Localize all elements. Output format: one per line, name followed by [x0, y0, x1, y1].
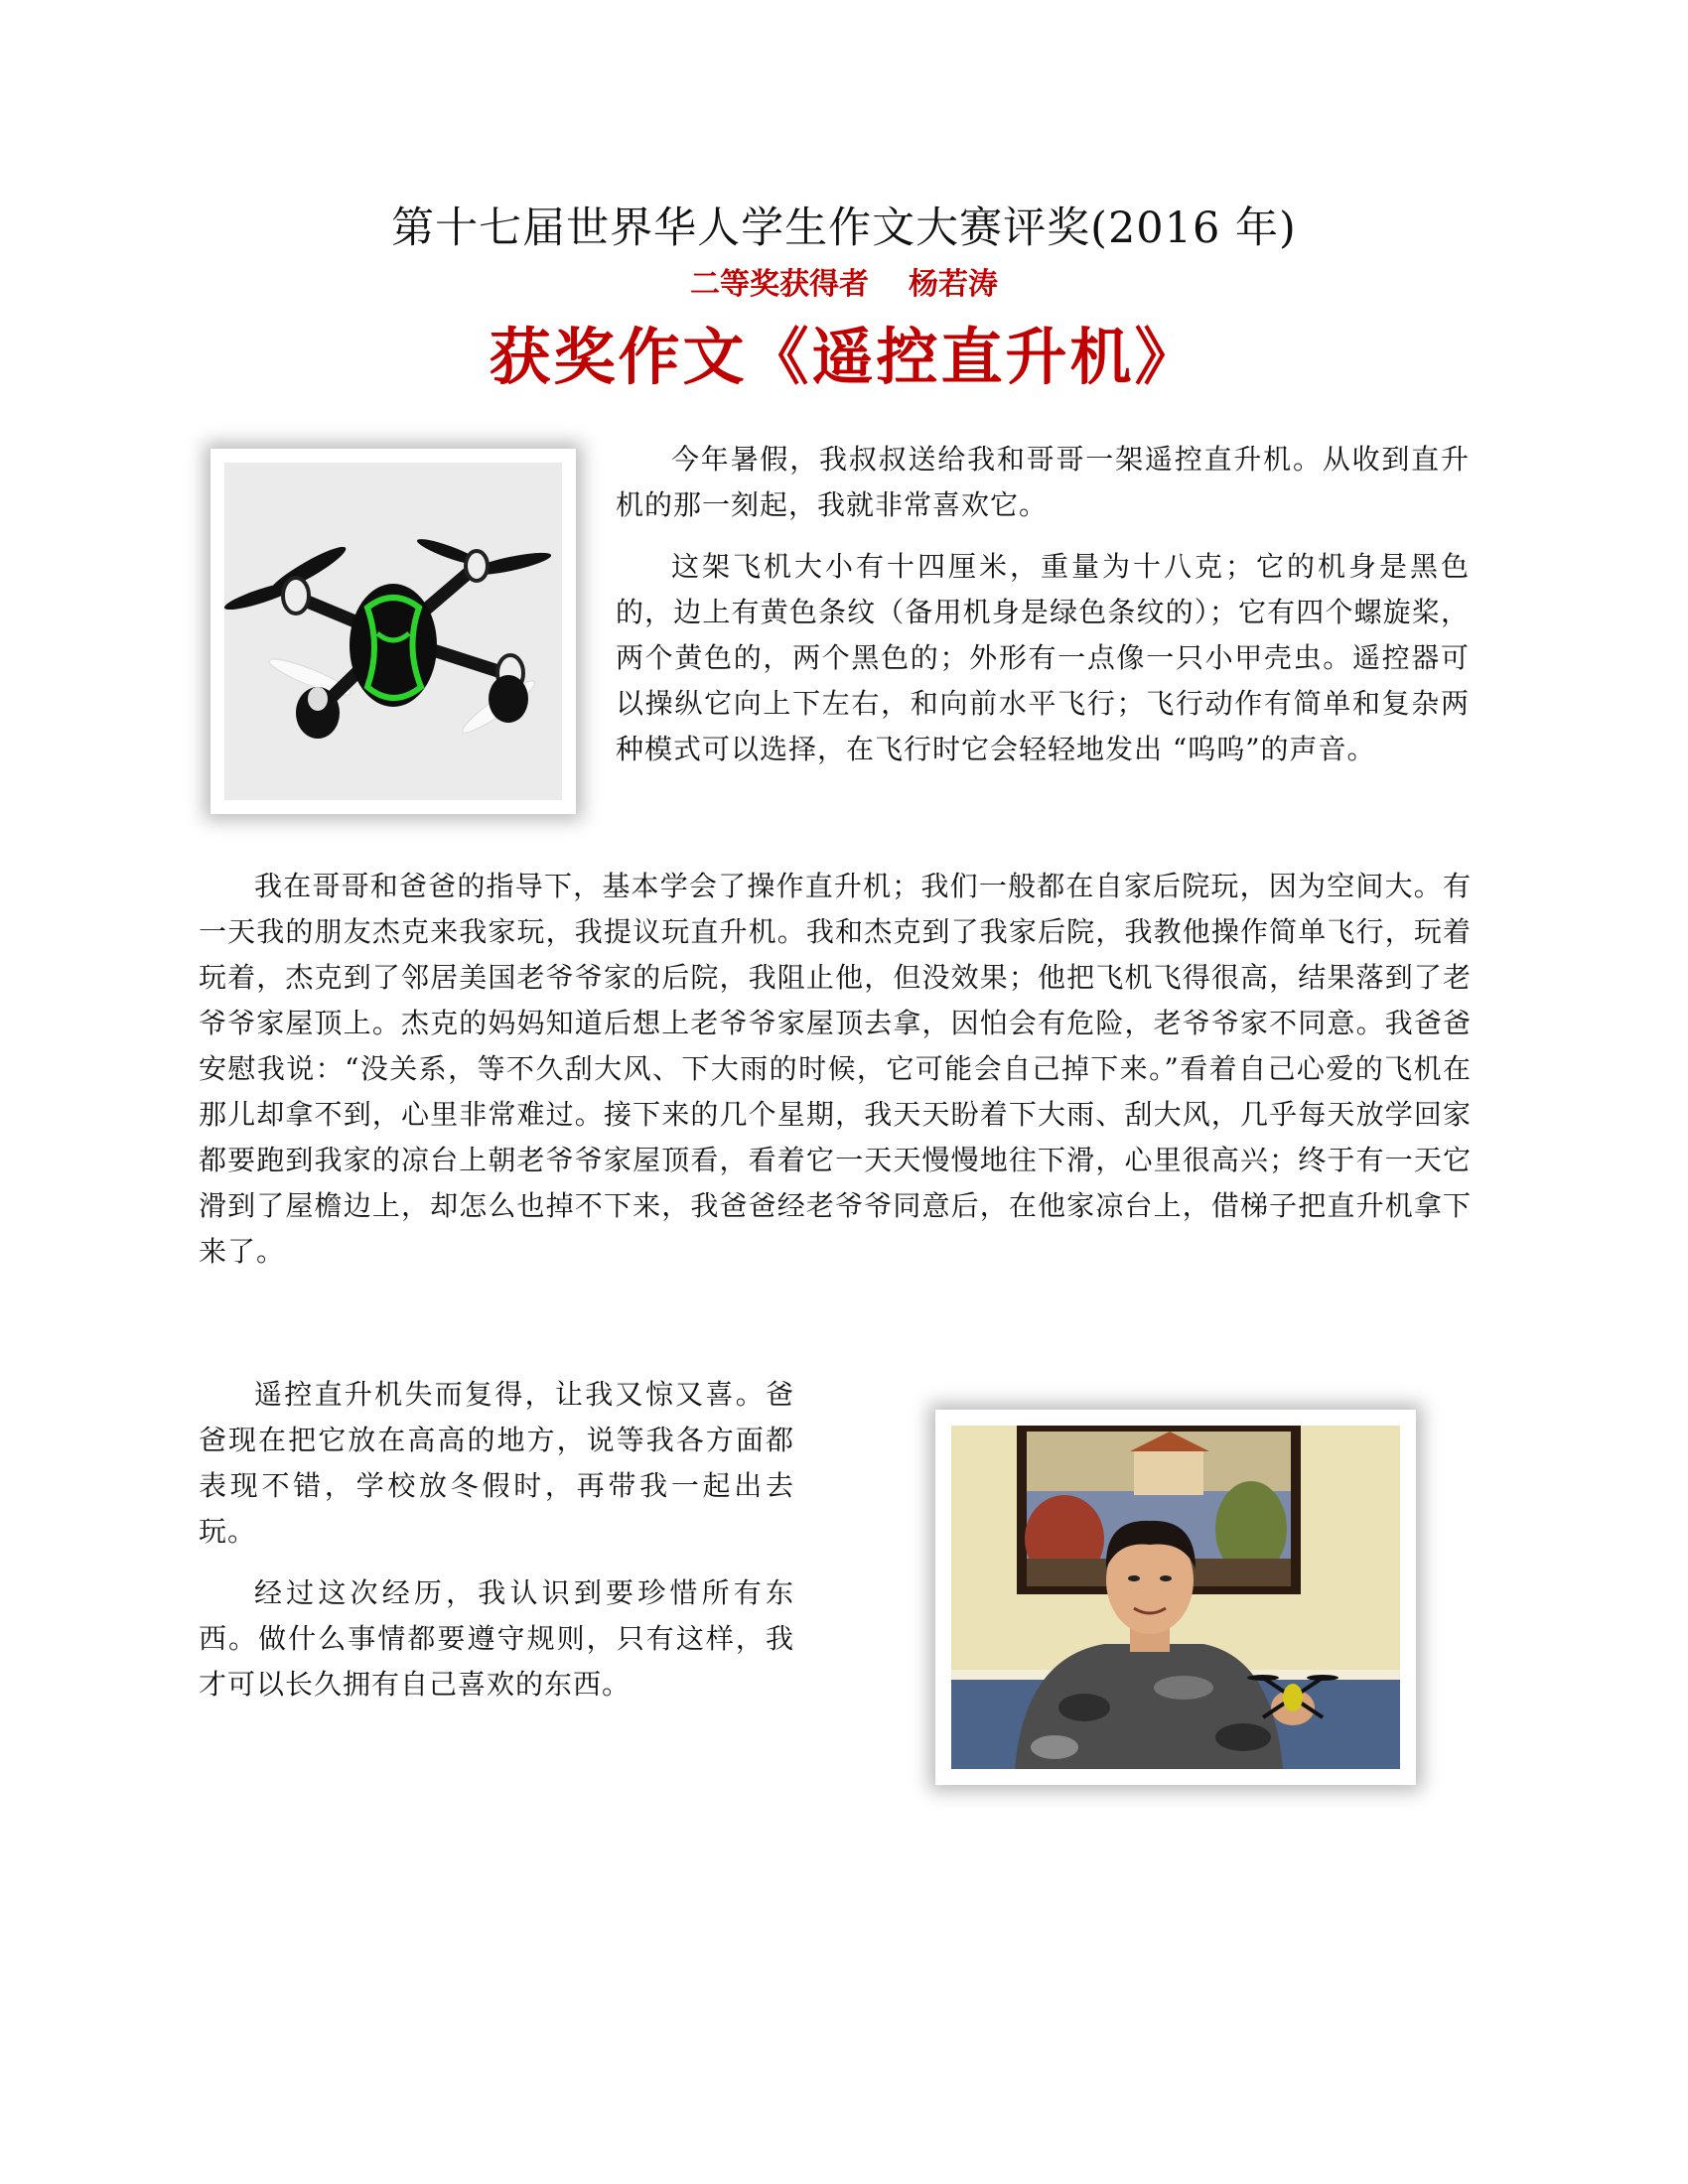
essay-intro: [616, 437, 1470, 788]
essay-paragraph-3: 我在哥哥和爸爸的指导下，基本学会了操作直升机；我们一般都在自家后院玩，因为空间大。有一天我的朋友杰克来我家玩，我提议玩直升机。我和杰克到了我家后院，我教他操作简单飞行，玩着玩着，杰克到了邻居美国老爷爷家的后院，我阻止他，但没效果；他把飞机飞得很高，结果落到了老爷爷家屋顶上。杰克的妈妈知道后想上老爷爷家屋顶去拿，因怕会有危险，老爷爷家不同意。我爸爸安慰我说：“没关系，等不久刮大风、下大雨的时候，它可能会自己掉下来。”看着自己心爱的飞机在那儿却拿不到，心里非常难过。接下来的几个星期，我天天盼着下大雨、刮大风，几乎每天放学回家都要跑到我家的凉台上朝老爷爷家屋顶看，看着它一天天慢慢地往下滑，心里很高兴；终于有一天它滑到了屋檐边上，却怎么也掉不下来，我爸爸经老爷爷同意后，在他家凉台上，借梯子把直升机拿下来了。: [199, 870, 1472, 1268]
essay-title: 获奖作文《遥控直升机》: [489, 321, 1199, 393]
award-label: 二等奖获得者: [690, 267, 869, 302]
essay-main: [199, 864, 1472, 1291]
essay-closing: [199, 1372, 794, 1723]
award-line: [0, 264, 1688, 306]
drone-photo: [211, 449, 576, 814]
essay-paragraph-5: 经过这次经历，我认识到要珍惜所有东西。做什么事情都要遵守规则，只有这样，我才可以长久拥有自己喜欢的东西。: [199, 1576, 794, 1701]
page-title: 第十七届世界华人学生作文大赛评奖(2016 年): [391, 204, 1297, 253]
drone-illustration: [211, 449, 576, 814]
winner-name: 杨若涛: [909, 267, 998, 302]
essay-paragraph-2: 这架飞机大小有十四厘米，重量为十八克；它的机身是黑色的，边上有黄色条纹（备用机身是绿色条纹的）；它有四个螺旋桨，两个黄色的，两个黑色的；外形有一点像一只小甲壳虫。遥控器可以操纵它向上下左右，和向前水平飞行；飞行动作有简单和复杂两种模式可以选择，在飞行时它会轻轻地发出 “呜呜”的声音。: [616, 550, 1470, 765]
boy-photo: [935, 1410, 1416, 1785]
essay-paragraph-1: 今年暑假，我叔叔送给我和哥哥一架遥控直升机。从收到直升机的那一刻起，我就非常喜欢它。: [616, 443, 1470, 521]
essay-paragraph-4: 遥控直升机失而复得，让我又惊又喜。爸爸现在把它放在高高的地方，说等我各方面都表现不错，学校放冬假时，再带我一起出去玩。: [199, 1378, 794, 1548]
boy-illustration: [935, 1410, 1416, 1785]
